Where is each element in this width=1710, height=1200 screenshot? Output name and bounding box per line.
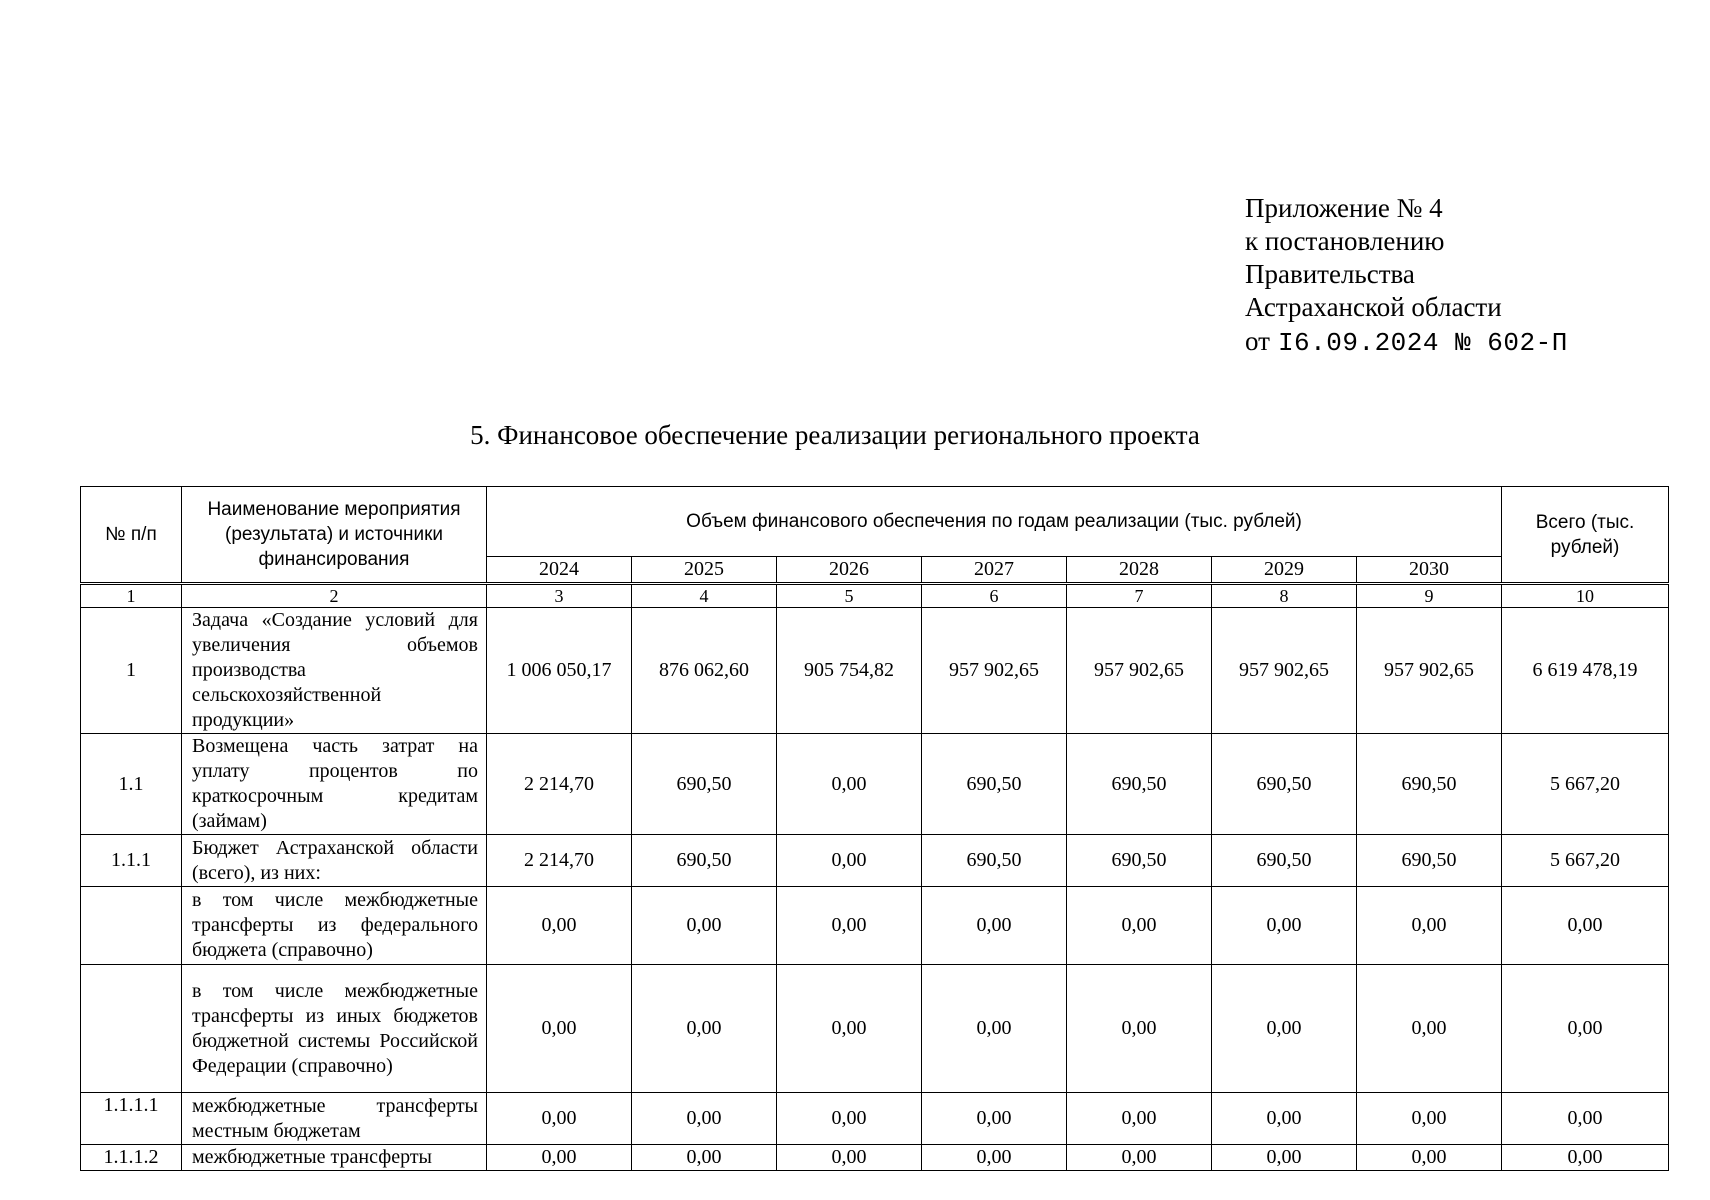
row-value: 957 902,65 bbox=[1212, 608, 1357, 734]
header-year: 2029 bbox=[1212, 557, 1357, 584]
row-value: 0,00 bbox=[1212, 887, 1357, 965]
table-row bbox=[81, 965, 1669, 1093]
column-number: 10 bbox=[1502, 584, 1669, 608]
row-value: 690,50 bbox=[1212, 835, 1357, 887]
appendix-block bbox=[1245, 192, 1568, 360]
header-year: 2025 bbox=[632, 557, 777, 584]
row-value: 957 902,65 bbox=[922, 608, 1067, 734]
header-volume: Объем финансового обеспечения по годам реализации (тыс. рублей) bbox=[487, 487, 1502, 557]
row-name: Возмещена часть затрат на уплату процентов по краткосрочным кредитам (займам) bbox=[182, 734, 487, 835]
row-value: 690,50 bbox=[1067, 835, 1212, 887]
table-row bbox=[81, 1145, 1669, 1171]
row-name: Бюджет Астраханской области (всего), из них: bbox=[182, 835, 487, 887]
row-name: межбюджетные трансферты местным бюджетам bbox=[182, 1093, 487, 1145]
row-value: 957 902,65 bbox=[1357, 608, 1502, 734]
row-value: 0,00 bbox=[922, 965, 1067, 1093]
header-year: 2027 bbox=[922, 557, 1067, 584]
row-value: 690,50 bbox=[922, 835, 1067, 887]
row-value: 0,00 bbox=[487, 965, 632, 1093]
row-name: межбюджетные трансферты bbox=[182, 1145, 487, 1171]
row-number bbox=[81, 965, 182, 1093]
row-value: 0,00 bbox=[1067, 1093, 1212, 1145]
column-number: 1 bbox=[81, 584, 182, 608]
row-value: 0,00 bbox=[1067, 1145, 1212, 1171]
row-value: 0,00 bbox=[632, 1145, 777, 1171]
header-year: 2030 bbox=[1357, 557, 1502, 584]
row-value: 0,00 bbox=[487, 1145, 632, 1171]
row-number bbox=[81, 887, 182, 965]
row-total: 5 667,20 bbox=[1502, 734, 1669, 835]
row-number: 1 bbox=[81, 608, 182, 734]
row-value: 690,50 bbox=[1357, 734, 1502, 835]
row-total: 5 667,20 bbox=[1502, 835, 1669, 887]
row-value: 690,50 bbox=[632, 835, 777, 887]
row-value: 0,00 bbox=[632, 887, 777, 965]
header-num: № п/п bbox=[81, 487, 182, 584]
row-value: 0,00 bbox=[632, 965, 777, 1093]
header-year: 2026 bbox=[777, 557, 922, 584]
row-name: Задача «Создание условий для увеличения объемов производства сельскохозяйственной продукции» bbox=[182, 608, 487, 734]
header-name: Наименование мероприятия (результата) и источники финансирования bbox=[182, 487, 487, 584]
row-value: 957 902,65 bbox=[1067, 608, 1212, 734]
row-value: 1 006 050,17 bbox=[487, 608, 632, 734]
column-number: 7 bbox=[1067, 584, 1212, 608]
section-title: 5. Финансовое обеспечение реализации регионального проекта bbox=[470, 420, 1200, 450]
column-number: 4 bbox=[632, 584, 777, 608]
row-value: 0,00 bbox=[1212, 965, 1357, 1093]
table-row bbox=[81, 1093, 1669, 1145]
appendix-line: к постановлению bbox=[1245, 226, 1445, 256]
table-row bbox=[81, 608, 1669, 734]
row-value: 0,00 bbox=[777, 965, 922, 1093]
row-value: 0,00 bbox=[1357, 965, 1502, 1093]
row-total: 0,00 bbox=[1502, 1145, 1669, 1171]
row-name: в том числе межбюджетные трансферты из федерального бюджета (справочно) bbox=[182, 887, 487, 965]
appendix-line: Правительства bbox=[1245, 259, 1415, 289]
appendix-line: Приложение № 4 bbox=[1245, 193, 1443, 223]
column-number: 8 bbox=[1212, 584, 1357, 608]
column-number: 5 bbox=[777, 584, 922, 608]
row-value: 0,00 bbox=[1067, 965, 1212, 1093]
row-number: 1.1.1.1 bbox=[81, 1093, 182, 1145]
row-total: 6 619 478,19 bbox=[1502, 608, 1669, 734]
row-value: 0,00 bbox=[1212, 1093, 1357, 1145]
column-number: 9 bbox=[1357, 584, 1502, 608]
row-value: 0,00 bbox=[1067, 887, 1212, 965]
row-value: 0,00 bbox=[487, 887, 632, 965]
column-number: 3 bbox=[487, 584, 632, 608]
appendix-date-line bbox=[1245, 325, 1568, 360]
row-value: 0,00 bbox=[1212, 1145, 1357, 1171]
row-value: 0,00 bbox=[777, 734, 922, 835]
row-value: 0,00 bbox=[1357, 1145, 1502, 1171]
row-total: 0,00 bbox=[1502, 1093, 1669, 1145]
row-value: 690,50 bbox=[1357, 835, 1502, 887]
row-value: 690,50 bbox=[922, 734, 1067, 835]
row-value: 0,00 bbox=[1357, 1093, 1502, 1145]
header-total: Всего (тыс. рублей) bbox=[1502, 487, 1669, 584]
row-value: 876 062,60 bbox=[632, 608, 777, 734]
row-value: 690,50 bbox=[1212, 734, 1357, 835]
row-value: 0,00 bbox=[777, 1093, 922, 1145]
header-year: 2028 bbox=[1067, 557, 1212, 584]
column-number-row bbox=[81, 584, 1669, 608]
from-label: от bbox=[1245, 326, 1270, 356]
appendix-line: Астраханской области bbox=[1245, 292, 1502, 322]
table-row bbox=[81, 734, 1669, 835]
table-row bbox=[81, 887, 1669, 965]
row-value: 0,00 bbox=[777, 835, 922, 887]
row-total: 0,00 bbox=[1502, 887, 1669, 965]
row-value: 2 214,70 bbox=[487, 734, 632, 835]
financing-table bbox=[80, 486, 1669, 1171]
row-total: 0,00 bbox=[1502, 965, 1669, 1093]
row-value: 0,00 bbox=[922, 1093, 1067, 1145]
row-value: 0,00 bbox=[777, 887, 922, 965]
row-name: в том числе межбюджетные трансферты из иных бюджетов бюджетной системы Российской Федерации (справочно) bbox=[182, 965, 487, 1093]
row-value: 905 754,82 bbox=[777, 608, 922, 734]
row-value: 2 214,70 bbox=[487, 835, 632, 887]
row-value: 0,00 bbox=[777, 1145, 922, 1171]
decree-number-stamp: I6.09.2024 № 602-П bbox=[1277, 328, 1568, 358]
table-row bbox=[81, 835, 1669, 887]
row-value: 0,00 bbox=[632, 1093, 777, 1145]
row-number: 1.1.1 bbox=[81, 835, 182, 887]
row-value: 0,00 bbox=[922, 887, 1067, 965]
row-value: 690,50 bbox=[1067, 734, 1212, 835]
row-value: 0,00 bbox=[1357, 887, 1502, 965]
row-number: 1.1.1.2 bbox=[81, 1145, 182, 1171]
header-year: 2024 bbox=[487, 557, 632, 584]
row-number: 1.1 bbox=[81, 734, 182, 835]
column-number: 6 bbox=[922, 584, 1067, 608]
row-value: 690,50 bbox=[632, 734, 777, 835]
row-value: 0,00 bbox=[922, 1145, 1067, 1171]
row-value: 0,00 bbox=[487, 1093, 632, 1145]
column-number: 2 bbox=[182, 584, 487, 608]
